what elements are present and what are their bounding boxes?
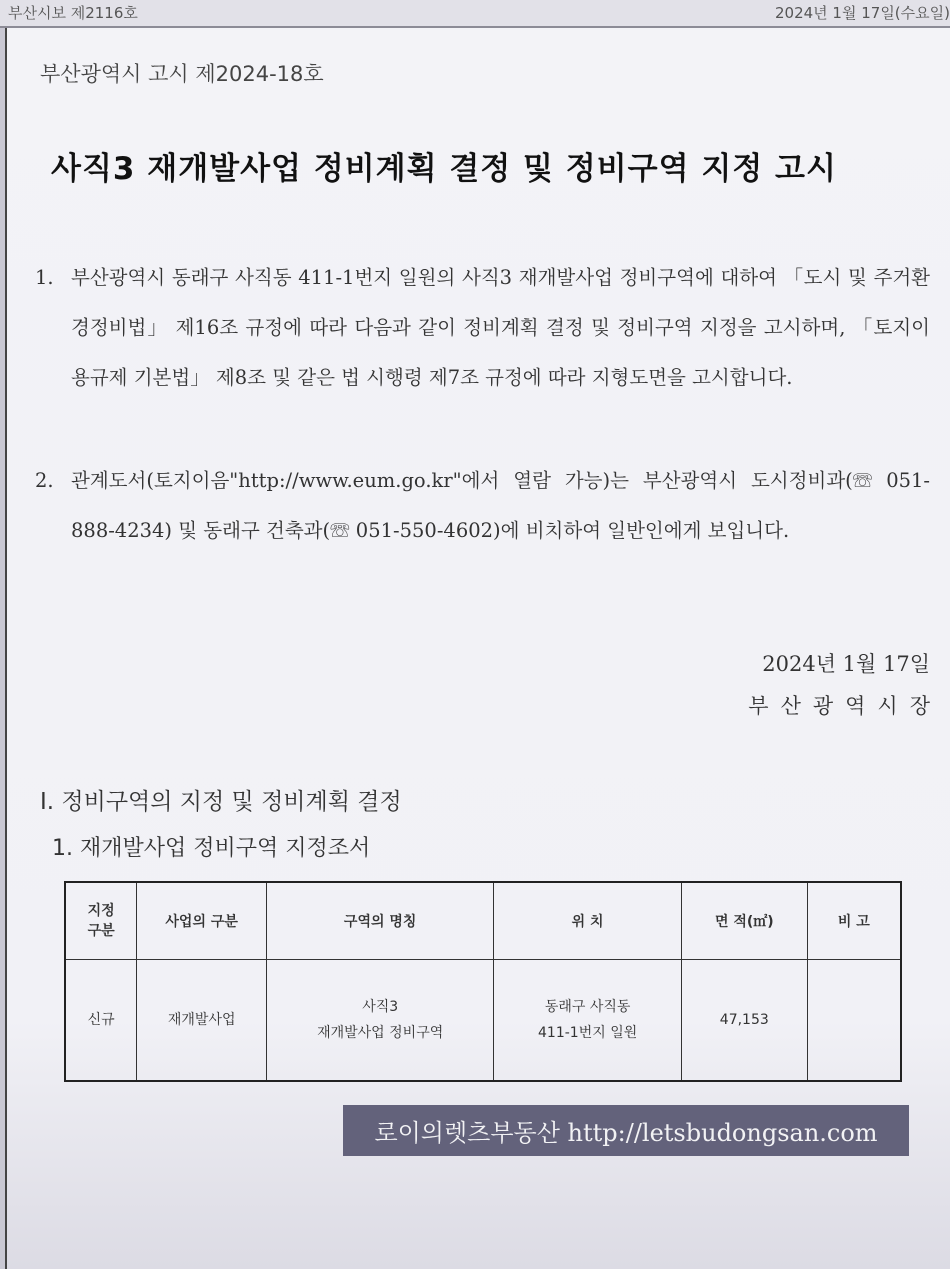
issuer-name: 부산광역시장 <box>748 694 942 718</box>
paragraph-text: 부산광역시 동래구 사직동 411-1번지 일원의 사직3 재개발사업 정비구역에 대하여 「도시 및 주거환경정비법」 제16조 규정에 따라 다음과 같이 정비계획 결정 및 정비구역 지정을 고시하며, 「토지이용규제 기본법」 제8조 및 같은 법 시행령 제7조 규정에 따라 지형도면을 고시합니다. <box>71 266 930 389</box>
gazette-issue: 부산시보 제2116호 <box>8 4 138 22</box>
paragraph-number: 2. <box>35 469 54 492</box>
header-project-type: 사업의 구분 <box>137 882 267 960</box>
header-zone-name: 구역의 명칭 <box>266 882 493 960</box>
cell-designation-type: 신규 <box>65 960 137 1082</box>
cell-location: 동래구 사직동 411-1번지 일원 <box>494 960 682 1082</box>
cell-area: 47,153 <box>681 960 807 1082</box>
notice-number: 부산광역시 고시 제2024-18호 <box>40 62 324 86</box>
header-designation-type: 지정 구분 <box>65 882 137 960</box>
table-row <box>65 960 901 1082</box>
watermark-banner: 로이의렛츠부동산 http://letsbudongsan.com <box>343 1105 909 1156</box>
document-title: 사직3 재개발사업 정비계획 결정 및 정비구역 지정 고시 <box>51 151 837 187</box>
cell-project-type: 재개발사업 <box>137 960 267 1082</box>
paragraph-2 <box>35 456 930 556</box>
cell-remarks <box>807 960 901 1082</box>
paragraph-text: 관계도서(토지이음"http://www.eum.go.kr"에서 열람 가능)는 부산광역시 도시정비과(☏ 051-888-4234) 및 동래구 건축과(☏ 051-550-4602)에 비치하여 일반인에게 보입니다. <box>71 469 930 542</box>
subsection-heading: 1. 재개발사업 정비구역 지정조서 <box>52 836 371 861</box>
signature-block <box>748 643 942 727</box>
header-location: 위 치 <box>494 882 682 960</box>
paragraph-1 <box>35 253 930 403</box>
gazette-date: 2024년 1월 17일(수요일) <box>775 4 950 22</box>
document-page <box>5 28 950 1269</box>
header-remarks: 비 고 <box>807 882 901 960</box>
notice-date: 2024년 1월 17일 <box>762 652 930 676</box>
paragraph-number: 1. <box>35 266 54 289</box>
header-area: 면 적(㎡) <box>681 882 807 960</box>
section-heading: I. 정비구역의 지정 및 정비계획 결정 <box>40 789 402 815</box>
table-header-row <box>65 882 901 960</box>
zone-designation-table <box>64 881 902 1082</box>
gazette-header-bar <box>0 0 950 28</box>
cell-zone-name: 사직3 재개발사업 정비구역 <box>266 960 493 1082</box>
